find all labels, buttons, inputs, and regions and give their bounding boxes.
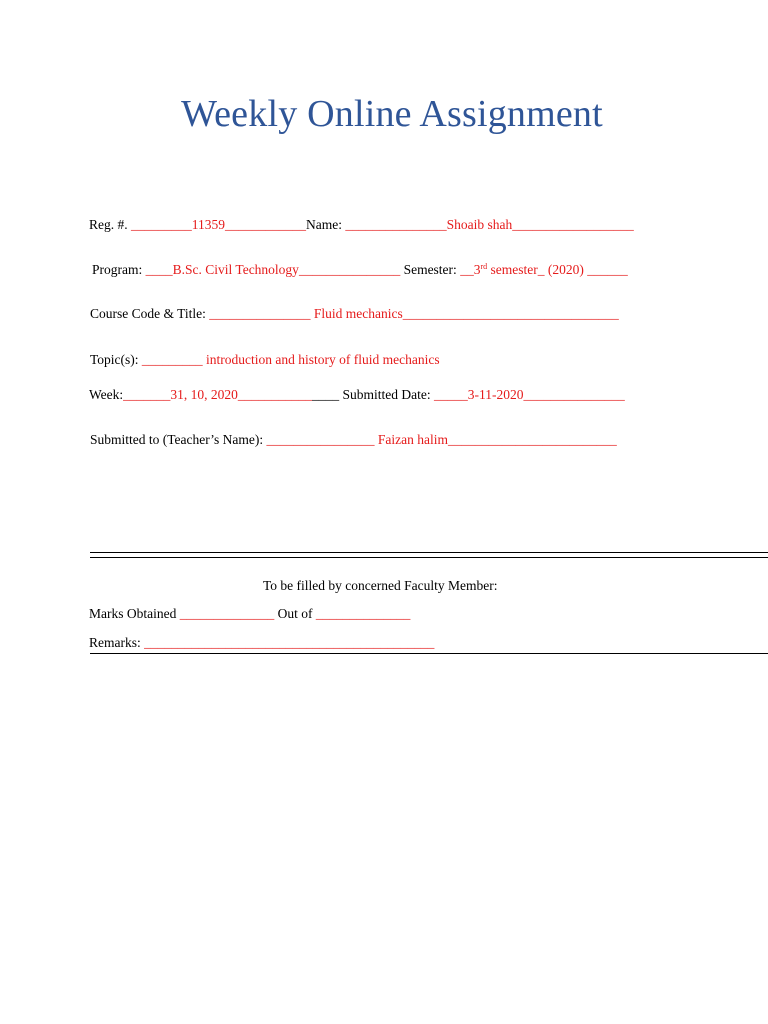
remarks-row [89, 634, 434, 652]
remarks-label: Remarks: [89, 635, 141, 650]
submitted-date-post-blank: _______________ [523, 387, 625, 402]
page-title: Weekly Online Assignment [181, 93, 603, 135]
reg-label: Reg. #. [89, 217, 128, 232]
marks-obtained-label: Marks Obtained [89, 606, 177, 621]
bottom-rule [90, 653, 768, 654]
topic-value[interactable]: introduction and history of fluid mechanics [206, 352, 440, 367]
out-of-field[interactable]: ______________ [315, 606, 411, 621]
reg-value[interactable]: 11359 [191, 217, 225, 232]
topic-label: Topic(s): [90, 352, 139, 367]
marks-row [89, 605, 410, 623]
name-label: Name: [306, 217, 342, 232]
course-row [90, 305, 619, 323]
topic-pre-blank: _________ [141, 352, 203, 367]
teacher-row [90, 431, 617, 449]
semester-text[interactable]: semester_ (2020) [487, 262, 588, 277]
semester-pre-blank: __ [460, 262, 474, 277]
faculty-heading: To be filled by concerned Faculty Member: [263, 578, 498, 593]
reg-pre-blank: _________ [131, 217, 192, 232]
week-tail-blank: ____ [312, 387, 340, 402]
semester-post-blank: ______ [587, 262, 628, 277]
week-value[interactable]: 31, 10, 2020 [170, 387, 238, 402]
week-pre-blank: _______ [123, 387, 171, 402]
remarks-field[interactable]: ___________________________________________ [144, 635, 435, 650]
submitted-date-pre-blank: _____ [434, 387, 468, 402]
topic-row [90, 351, 440, 369]
semester-superscript: rd [480, 262, 488, 271]
week-row [89, 386, 625, 404]
course-label: Course Code & Title: [90, 306, 206, 321]
week-label: Week: [89, 387, 124, 402]
marks-obtained-field[interactable]: ______________ [179, 606, 275, 621]
program-value[interactable]: B.Sc. Civil Technology [172, 262, 299, 277]
submitted-date-value[interactable]: 3-11-2020 [467, 387, 524, 402]
reg-row [89, 216, 634, 234]
teacher-pre-blank: ________________ [266, 432, 375, 447]
submitted-date-label: Submitted Date: [342, 387, 431, 402]
course-post-blank: ________________________________ [402, 306, 619, 321]
reg-post-blank: ____________ [225, 217, 306, 232]
week-post-blank: ___________ [237, 387, 313, 402]
program-post-blank: _______________ [298, 262, 401, 277]
course-pre-blank: _______________ [209, 306, 311, 321]
name-pre-blank: _______________ [345, 217, 447, 232]
semester-number[interactable]: 3 [473, 262, 481, 277]
program-pre-blank: ____ [145, 262, 173, 277]
program-row [92, 261, 628, 279]
section-divider [90, 552, 768, 558]
course-value[interactable]: Fluid mechanics [313, 306, 403, 321]
teacher-value[interactable]: Faizan halim [377, 432, 448, 447]
name-value[interactable]: Shoaib shah [446, 217, 513, 232]
name-post-blank: __________________ [512, 217, 634, 232]
out-of-label: Out of [277, 606, 313, 621]
semester-label: Semester: [403, 262, 457, 277]
program-label: Program: [92, 262, 143, 277]
teacher-label: Submitted to (Teacher’s Name): [90, 432, 264, 447]
teacher-post-blank: _________________________ [448, 432, 617, 447]
